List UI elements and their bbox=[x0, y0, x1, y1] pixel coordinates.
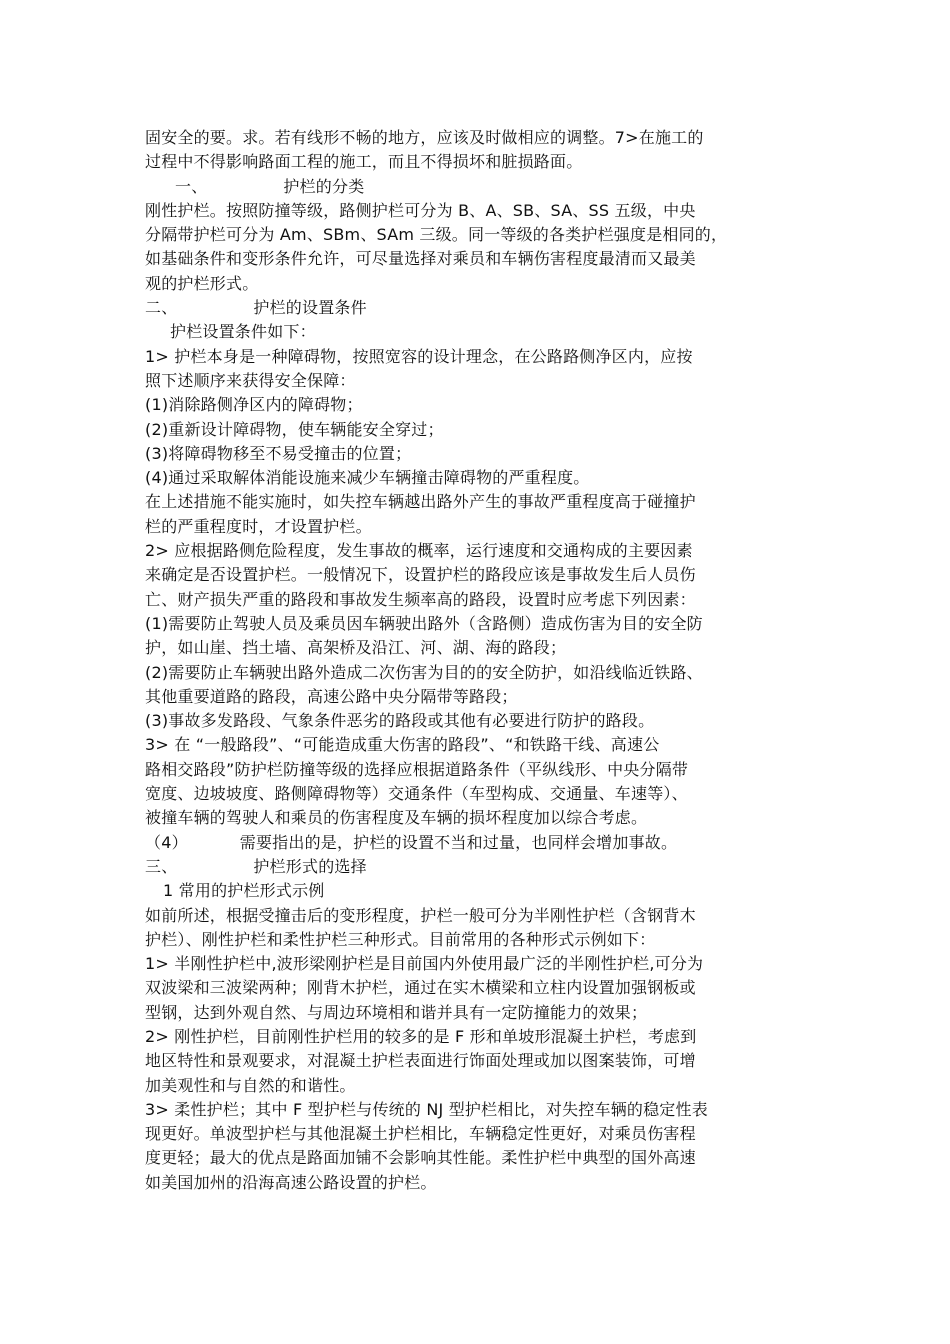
paragraph-line: 刚性护栏。按照防撞等级，路侧护栏可分为 B、A、SB、SA、SS 五级，中央 bbox=[145, 200, 696, 220]
section-heading-1 bbox=[145, 175, 815, 199]
paragraph-line: 过程中不得影响路面工程的施工，而且不得损坏和脏损路面。 bbox=[145, 152, 583, 172]
paragraph-line: 地区特性和景观要求，对混凝土护栏表面进行饰面处理或加以图案装饰，可增 bbox=[145, 1051, 696, 1071]
section-title: 护栏的设置条件 bbox=[253, 298, 367, 318]
paragraph-line: 如基础条件和变形条件允许，可尽量选择对乘员和车辆伤害程度最清而又最美 bbox=[145, 249, 696, 269]
paragraph-line: 现更好。单波型护栏与其他混凝土护栏相比，车辆稳定性更好，对乘员伤害程 bbox=[145, 1124, 696, 1144]
paragraph-line: 宽度、边坡坡度、路侧障碍物等）交通条件（车型构成、交通量、车速等）、 bbox=[145, 784, 688, 804]
paragraph-line: 3> 柔性护栏；其中 F 型护栏与传统的 NJ 型护栏相比，对失控车辆的稳定性表 bbox=[145, 1099, 708, 1119]
paragraph-line: 被撞车辆的驾驶人和乘员的伤害程度及车辆的损坏程度加以综合考虑。 bbox=[145, 808, 648, 828]
paragraph-line: 如美国加州的沿海高速公路设置的护栏。 bbox=[145, 1172, 437, 1192]
list-item: (2)重新设计障碍物，使车辆能安全穿过； bbox=[145, 419, 444, 439]
numbered-note bbox=[145, 831, 815, 855]
section-heading-2 bbox=[145, 296, 815, 320]
paragraph-line: 栏的严重程度时，才设置护栏。 bbox=[145, 516, 372, 536]
paragraph-line: 加美观性和与自然的和谐性。 bbox=[145, 1075, 356, 1095]
paragraph-line: 双波梁和三波梁两种；刚背木护栏，通过在实木横梁和立柱内设置加强钢板或 bbox=[145, 978, 696, 998]
note-text: 需要指出的是，护栏的设置不当和过量，也同样会增加事故。 bbox=[239, 832, 678, 852]
paragraph-line: 型钢，达到外观自然、与周边环境相和谐并具有一定防撞能力的效果； bbox=[145, 1002, 648, 1022]
paragraph-line: 路相交路段”防护栏防撞等级的选择应根据道路条件（平纵线形、中央分隔带 bbox=[145, 759, 689, 779]
section-heading-3 bbox=[145, 855, 815, 879]
paragraph-line: 1> 护栏本身是一种障碍物，按照宽容的设计理念，在公路路侧净区内，应按 bbox=[145, 346, 693, 366]
section-number: 三、 bbox=[145, 856, 178, 876]
paragraph-line: 观的护栏形式。 bbox=[145, 273, 259, 293]
paragraph-line: 其他重要道路的路段，高速公路中央分隔带等路段； bbox=[145, 686, 518, 706]
list-item: (3)将障碍物移至不易受撞击的位置； bbox=[145, 443, 412, 463]
paragraph-line: 在上述措施不能实施时，如失控车辆越出路外产生的事故严重程度高于碰撞护 bbox=[145, 492, 696, 512]
section-number: 二、 bbox=[145, 298, 178, 318]
paragraph-line: 2> 刚性护栏，目前刚性护栏用的较多的是 F 形和单坡形混凝土护栏，考虑到 bbox=[145, 1026, 697, 1046]
subsection-heading: 1 常用的护栏形式示例 bbox=[163, 881, 325, 901]
list-item: (4)通过采取解体消能设施来减少车辆撞击障碍物的严重程度。 bbox=[145, 468, 590, 488]
paragraph-line: 如前所述，根据受撞击后的变形程度，护栏一般可分为半刚性护栏（含钢背木 bbox=[145, 905, 696, 925]
paragraph-line: 护，如山崖、挡土墙、高架桥及沿江、河、湖、海的路段； bbox=[145, 638, 567, 658]
section-title: 护栏形式的选择 bbox=[253, 856, 367, 876]
paragraph-line: 护栏）、刚性护栏和柔性护栏三种形式。目前常用的各种形式示例如下： bbox=[145, 929, 656, 949]
list-item: (2)需要防止车辆驶出路外造成二次伤害为目的的安全防护，如沿线临近铁路、 bbox=[145, 662, 703, 682]
list-item: (3)事故多发路段、气象条件恶劣的路段或其他有必要进行防护的路段。 bbox=[145, 711, 655, 731]
note-number: （4） bbox=[145, 832, 188, 852]
paragraph-line: 来确定是否设置护栏。一般情况下，设置护栏的路段应该是事故发生后人员伤 bbox=[145, 565, 696, 585]
list-item: (1)需要防止驾驶人员及乘员因车辆驶出路外（含路侧）造成伤害为目的安全防 bbox=[145, 613, 703, 633]
paragraph-line: 3> 在 “一般路段”、“可能造成重大伤害的路段”、“和铁路干线、高速公 bbox=[145, 735, 660, 755]
document-body bbox=[145, 126, 815, 1195]
section-number: 一、 bbox=[175, 176, 208, 196]
section-title: 护栏的分类 bbox=[283, 176, 365, 196]
paragraph-line: 分隔带护栏可分为 Am、SBm、SAm 三级。同一等级的各类护栏强度是相同的， bbox=[145, 225, 728, 245]
paragraph-line: 固安全的要。求。若有线形不畅的地方，应该及时做相应的调整。7>在施工的 bbox=[145, 128, 704, 147]
paragraph-line: 亡、财产损失严重的路段和事故发生频率高的路段，设置时应考虑下列因素： bbox=[145, 589, 696, 609]
paragraph-line: 2> 应根据路侧危险程度，发生事故的概率，运行速度和交通构成的主要因素 bbox=[145, 541, 693, 561]
paragraph-line: 1> 半刚性护栏中,波形梁刚护栏是目前国内外使用最广泛的半刚性护栏,可分为 bbox=[145, 954, 704, 974]
paragraph-line: 度更轻；最大的优点是路面加铺不会影响其性能。柔性护栏中典型的国外高速 bbox=[145, 1148, 696, 1168]
paragraph-line: 护栏设置条件如下： bbox=[170, 322, 316, 342]
list-item: (1)消除路侧净区内的障碍物； bbox=[145, 395, 363, 415]
paragraph-line: 照下述顺序来获得安全保障： bbox=[145, 370, 356, 390]
